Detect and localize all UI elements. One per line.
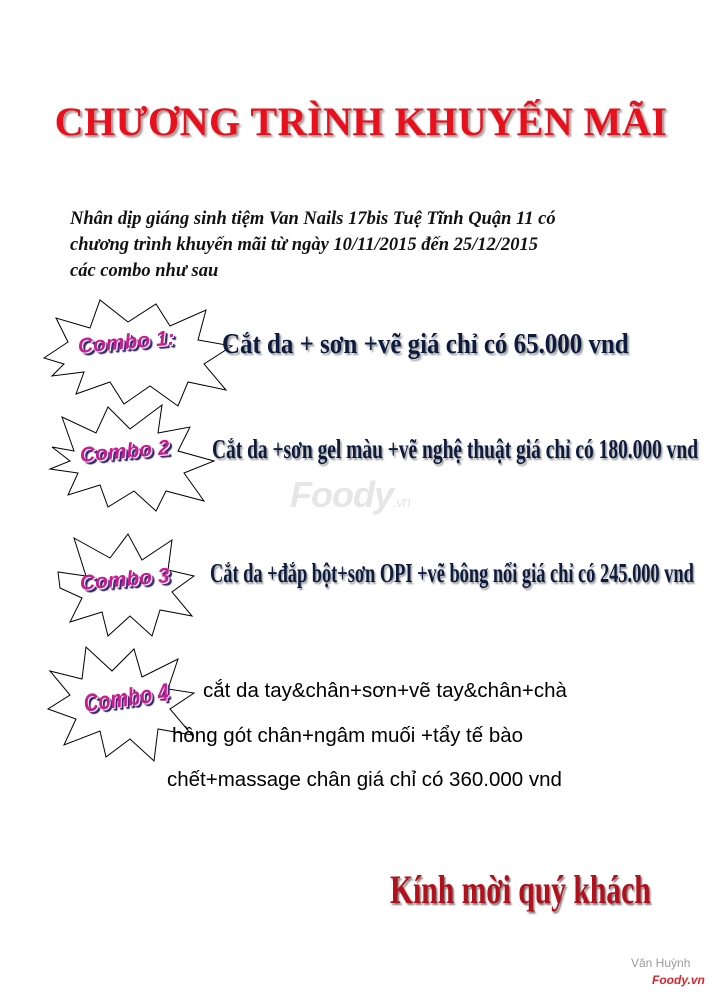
combo-4-offer-line-2: hồng gót chân+ngâm muối +tẩy tế bào: [172, 724, 524, 747]
intro-line-1: Nhân dịp giáng sinh tiệm Van Nails 17bis Tuệ Tĩnh Quận 11 có: [70, 209, 556, 229]
combo-4-offer-line-1: cắt da tay&chân+sơn+vẽ tay&chân+chà: [203, 679, 567, 702]
combo-2-label: Combo 2: [78, 436, 171, 467]
intro-paragraph: [70, 206, 670, 284]
combo-4-label: Combo 4: [81, 678, 171, 718]
intro-line-3: các combo như sau: [70, 261, 219, 281]
combo-2-offer: Cắt da +sơn gel màu +vẽ nghệ thuật giá chỉ có 180.000 vnd: [212, 434, 699, 464]
closing-invitation: Kính mời quý khách: [390, 867, 651, 912]
watermark-suffix: .vn: [392, 494, 410, 511]
combo-1-offer: Cắt da + sơn +vẽ giá chỉ có 65.000 vnd: [222, 328, 629, 360]
intro-line-2: chương trình khuyến mãi từ ngày 10/11/2015 đến 25/12/2015: [70, 235, 538, 255]
combo-3-label: Combo 3: [78, 564, 171, 595]
combo-4-offer-line-3: chết+massage chân giá chỉ có 360.000 vnd: [167, 768, 562, 791]
page-title: CHƯƠNG TRÌNH KHUYẾN MÃI: [54, 99, 668, 144]
combo-3-offer: Cắt da +đắp bột+sơn OPI +vẽ bông nổi giá chỉ có 245.000 vnd: [210, 558, 694, 588]
foody-watermark: [290, 474, 410, 516]
combo-1-label: Combo 1:: [76, 326, 176, 358]
foody-brand-logo: Foody.vn: [652, 973, 705, 987]
watermark-main: Foody: [290, 474, 393, 515]
photo-author: Vân Huỳnh: [631, 956, 691, 970]
